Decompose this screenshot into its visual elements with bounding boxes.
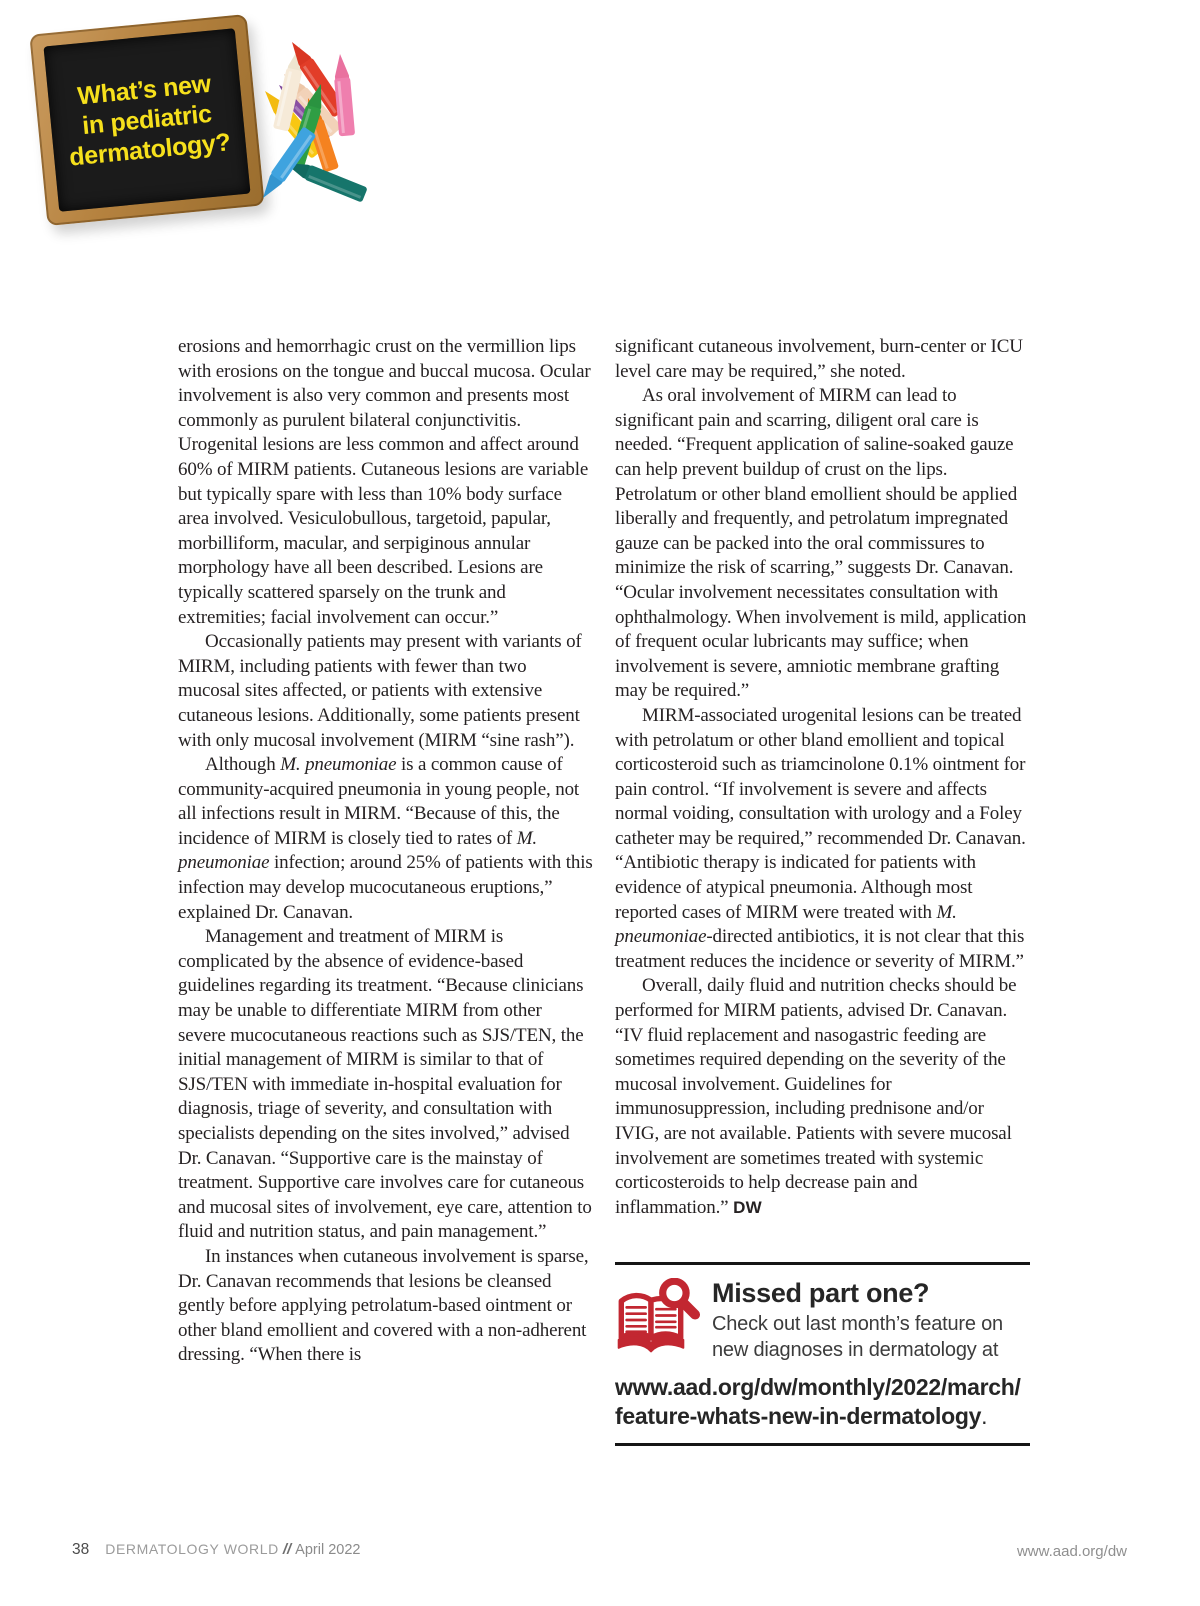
chalkboard-text-line: dermatology? bbox=[68, 128, 232, 172]
body-text: -directed antibiotics, it is not clear that this treatment reduces the incidence or severity of MIRM.” bbox=[615, 926, 1025, 972]
chalkboard-graphic bbox=[29, 14, 264, 226]
issue-date: April 2022 bbox=[295, 1542, 361, 1558]
article-paragraph bbox=[178, 753, 593, 925]
missed-part-one-callout bbox=[615, 1262, 1030, 1446]
article-paragraph bbox=[615, 335, 1030, 384]
crayons-illustration bbox=[248, 24, 374, 224]
article-paragraph bbox=[615, 384, 1030, 704]
callout-url-suffix: . bbox=[981, 1402, 988, 1429]
body-text: Overall, daily fluid and nutrition checks should be performed for MIRM patients, advised Dr. Canavan. “IV fluid replacement and nasogastric feeding are sometimes required depending on the severity of the mucosal involvement. Guidelines for immunosuppression, including prednisone and/or IVIG, are not available. Patients with severe mucosal involvement are sometimes treated with systemic corticosteroids to help decrease pain and inflammation.” bbox=[615, 975, 1017, 1218]
callout-url-line[interactable]: feature-whats-new-in-dermatology bbox=[615, 1402, 982, 1429]
callout-url-link[interactable] bbox=[615, 1373, 1030, 1431]
article-paragraph bbox=[178, 335, 593, 630]
article-paragraph bbox=[615, 704, 1030, 975]
callout-text-block bbox=[712, 1276, 1003, 1363]
italic-text: M. pneumoniae bbox=[280, 754, 397, 776]
article-paragraph bbox=[178, 925, 593, 1245]
callout-url-line[interactable]: www.aad.org/dw/monthly/2022/march/ bbox=[615, 1373, 1021, 1400]
book-magnifier-icon bbox=[615, 1276, 712, 1370]
article-column-right bbox=[615, 335, 1030, 1446]
chalkboard-surface bbox=[43, 28, 250, 212]
article-body bbox=[178, 335, 1030, 1446]
page-number: 38 bbox=[72, 1541, 90, 1558]
dw-end-mark: DW bbox=[733, 1197, 762, 1217]
body-text: Management and treatment of MIRM is complicated by the absence of evidence-based guidelines regarding its treatment. “Because clinicians may be unable to differentiate MIRM from other severe mucocutaneous reactions such as SJS/TEN, the initial management of MIRM is similar to that of SJS/TEN with immediate in-hospital evaluation for diagnosis, triage of severity, and consultation with specialists depending on the sites involved,” advised Dr. Canavan. “Supportive care is the mainstay of treatment. Supportive care involves care for cutaneous and mucosal sites of involvement, eye care, attention to fluid and nutrition status, and pain management.” bbox=[178, 926, 592, 1243]
body-text: erosions and hemorrhagic crust on the vermillion lips with erosions on the tongue and buccal mucosa. Ocular involvement is also very common and presents most commonly as purulent bilateral conjunctivitis. Urogenital lesions are less common and affect around 60% of MIRM patients. Cutaneous lesions are variable but typically spare with less than 10% body surface area involved. Vesiculobullous, targetoid, papular, morbilliform, macular, and serpiginous annular morphology have all been described. Lesions are typically scattered sparsely on the trunk and extremities; facial involvement can occur.” bbox=[178, 336, 591, 628]
chalkboard-text-line: in pediatric bbox=[81, 99, 213, 141]
italic-text: M. pneumoniae bbox=[178, 827, 537, 874]
body-text: Occasionally patients may present with variants of MIRM, including patients with fewer than two mucosal sites affected, or patients with extensive cutaneous lesions. Additionally, some patients present with only mucosal involvement (MIRM “sine rash”). bbox=[178, 631, 582, 751]
crayon-blue bbox=[256, 126, 316, 202]
article-paragraph bbox=[178, 1245, 593, 1368]
article-column-left bbox=[178, 335, 593, 1446]
article-paragraph bbox=[615, 974, 1030, 1220]
body-text: infection; around 25% of patients with this infection may develop mucocutaneous eruptions,” explained Dr. Canavan. bbox=[178, 852, 593, 923]
publication-name: DERMATOLOGY WORLD bbox=[105, 1541, 279, 1557]
body-text: As oral involvement of MIRM can lead to significant pain and scarring, diligent oral care is needed. “Frequent application of saline-soaked gauze can help prevent buildup of crust on the lips. Petrolatum or other bland emollient should be applied liberally and frequently, and petrolatum impregnated gauze can be packed into the oral commissures to minimize the risk of scarring,” suggests Dr. Canavan. “Ocular involvement necessitates consultation with ophthalmology. When involvement is mild, application of frequent ocular lubricants may suffice; when involvement is severe, amniotic membrane grafting may be required.” bbox=[615, 385, 1027, 702]
footer-separator: // bbox=[282, 1541, 292, 1558]
article-paragraph bbox=[178, 630, 593, 753]
body-text: is a common cause of community-acquired pneumonia in young people, not all infections result in MIRM. “Because of this, the incidence of MIRM is closely tied to rates of bbox=[178, 754, 580, 849]
footer-left bbox=[72, 1541, 360, 1559]
callout-heading: Missed part one? bbox=[712, 1278, 930, 1309]
body-text: significant cutaneous involvement, burn-center or ICU level care may be required,” she noted. bbox=[615, 336, 1023, 382]
body-text: MIRM-associated urogenital lesions can be treated with petrolatum or other bland emollient and topical corticosteroid such as triamcinolone 0.1% ointment for pain control. “If involvement is severe and affects normal voiding, consultation with urology and a Foley catheter may be required,” recommended Dr. Canavan. “Antibiotic therapy is indicated for patients with evidence of atypical pneumonia. Although most reported cases of MIRM were treated with bbox=[615, 704, 1026, 923]
callout-body-line: Check out last month’s feature on bbox=[712, 1313, 1003, 1336]
italic-text: M. pneumoniae bbox=[615, 901, 957, 948]
callout-body-line: new diagnoses in dermatology at bbox=[712, 1339, 999, 1362]
chalkboard-text-line: What’s new bbox=[76, 69, 212, 111]
body-text: Although bbox=[205, 754, 281, 776]
footer-website[interactable]: www.aad.org/dw bbox=[1016, 1543, 1127, 1560]
body-text: In instances when cutaneous involvement is sparse, Dr. Canavan recommends that lesions be cleansed gently before applying petrolatum-based ointment or other bland emollient and covered with a non-adherent dressing. “When there is bbox=[178, 1245, 589, 1366]
